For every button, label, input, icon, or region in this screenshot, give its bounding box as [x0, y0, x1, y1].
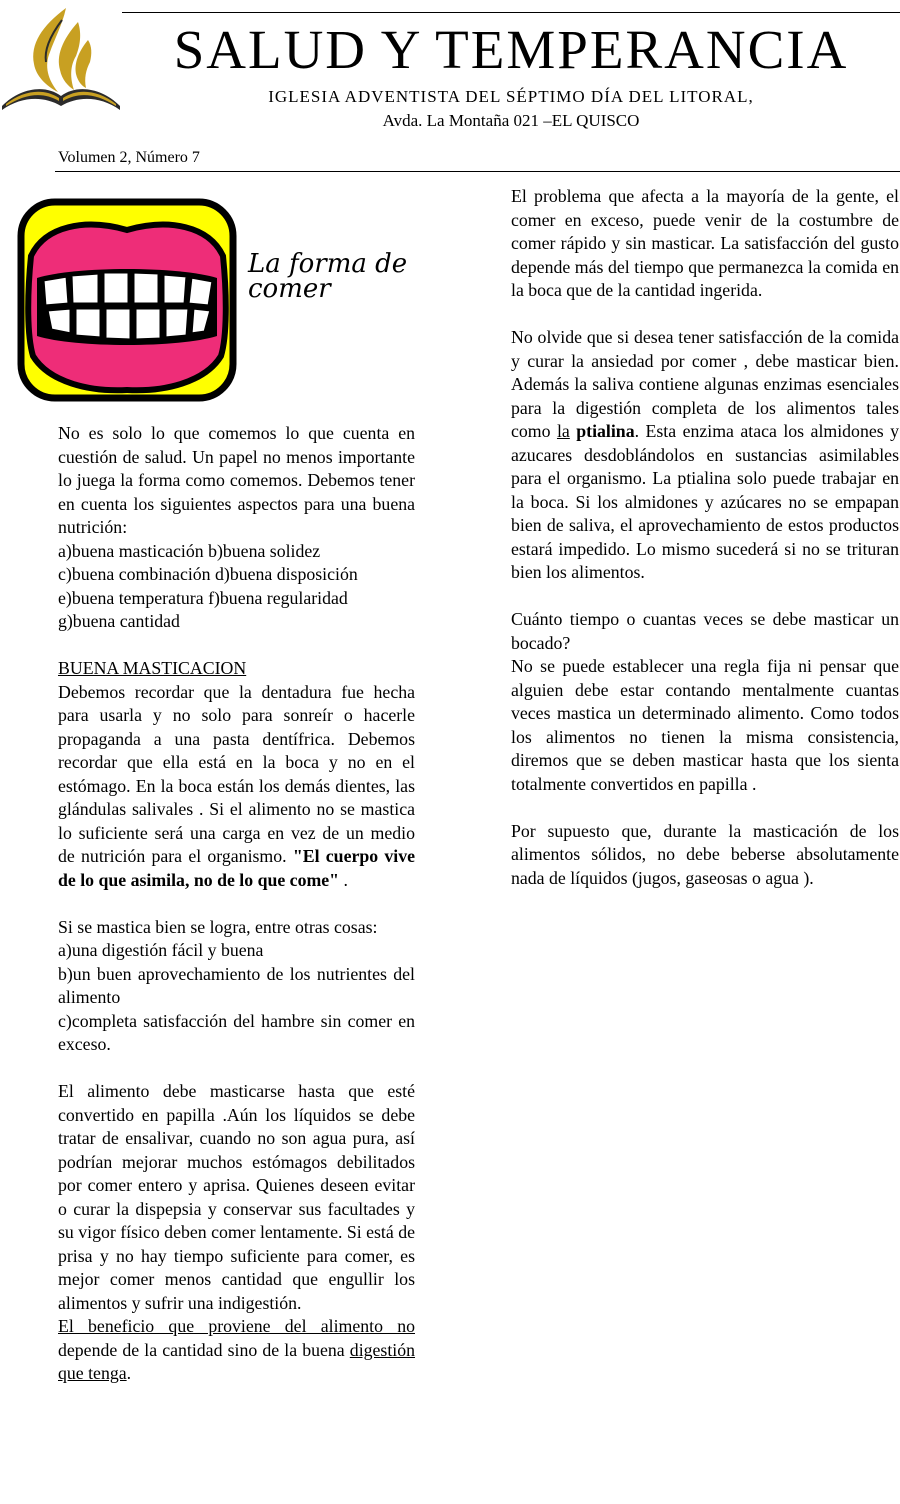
article-left-column — [58, 422, 415, 1386]
list-item: c)completa satisfacción del hambre sin comer en exceso. — [58, 1010, 415, 1054]
highlighted-quote: "El cuerpo vive de lo que asimila, no de lo que come" — [58, 846, 415, 890]
church-name: IGLESIA ADVENTISTA DEL SÉPTIMO DÍA DEL LITORAL, — [268, 87, 754, 106]
article-right-column — [511, 185, 899, 890]
volume-number: Volumen 2, Número 7 — [58, 149, 200, 166]
body-paragraph: El beneficio que proviene del alimento no depende de la cantidad sino de la buena digestión que tenga. — [58, 1316, 415, 1383]
body-paragraph: El alimento debe masticarse hasta que esté convertido en papilla .Aún los líquidos se debe tratar de ensalivar, cuando no son agua pura, así podrían mejorar muchos estómagos debilitados por comer entero y aprisa. Quienes deseen evitar o curar la dispepsia y conservar sus facultades y su vigor físico deben comer lentamente. Si está de prisa y no hay tiempo suficiente para comer, es mejor comer menos cantidad que engullir los alimentos y sufrir una indigestión. — [58, 1081, 415, 1313]
body-paragraph: El problema que afecta a la mayoría de la gente, el comer en exceso, puede venir de la costumbre de comer rápido y sin masticar. La satisfacción del gusto depende más del tiempo que permanezca la comida en la boca que de la cantidad ingerida. — [511, 186, 899, 300]
article-title: La forma de comer — [248, 249, 408, 304]
ptialina-term: la — [556, 421, 570, 441]
header-top-rule — [122, 12, 900, 13]
body-paragraph: Por supuesto que, durante la masticación de los alimentos sólidos, no debe beberse absolutamente nada de líquidos (jugos, gaseosas o agua ). — [511, 820, 899, 888]
section-heading: BUENA MASTICACION — [58, 658, 247, 678]
newsletter-title: SALUD Y TEMPERANCIA — [173, 19, 849, 80]
list-item: b)un buen aprovechamiento de los nutrientes del alimento — [58, 963, 415, 1007]
aspects-list — [58, 540, 415, 634]
body-paragraph: Debemos recordar que la dentadura fue hecha para usarla y no solo para sonreír o hacerle propaganda a una pasta dentífrica. Debemos recordar que ella está en la boca y no en el estómago. En la boca están los demás dientes, las glándulas salivales . Si el alimento no se mastica lo suficiente será una carga en vez de un medio de nutrición para el organismo. "El cuerpo vive de lo que asimila, no de lo que come" . — [58, 681, 415, 890]
question-paragraph: Cuánto tiempo o cuantas veces se debe masticar un bocado? — [511, 609, 899, 653]
list-item: g)buena cantidad — [58, 611, 180, 631]
list-item: c)buena combinación d)buena disposición — [58, 564, 358, 584]
adventist-logo-icon — [0, 0, 122, 115]
ptialina-term-bold: ptialina — [576, 421, 635, 441]
list-item: a)una digestión fácil y buena — [58, 940, 264, 960]
body-paragraph: No se puede establecer una regla fija ni pensar que alguien debe estar contando mentalmente cuantas veces mastica un determinado alimento. Como todos los alimentos no tienen la misma consistencia, diremos que se deben masticar hasta que los sienta totalmente convertidos en papilla . — [511, 656, 899, 794]
volume-rule — [55, 171, 900, 172]
body-paragraph: Si se mastica bien se logra, entre otras cosas: — [58, 916, 378, 937]
body-paragraph: No olvide que si desea tener satisfacción de la comida y curar la ansiedad por comer , debe masticar bien. Además la saliva contiene algunas enzimas esenciales para la digestión completa de los alimentos tales como la ptialina. Esta enzima ataca los almidones y azucares desdoblándolos en sustancias asimilables para el organismo. La ptialina solo puede trabajar en la boca. Si los almidones y azúcares no se empapan bien de saliva, el aprovechamiento de estos productos estará impedido. Lo mismo sucederá si no se trituran bien los alimentos. — [511, 327, 899, 582]
smiling-mouth-illustration-icon — [15, 196, 239, 404]
list-item: a)buena masticación b)buena solidez — [58, 540, 321, 561]
intro-paragraph: No es solo lo que comemos lo que cuenta en cuestión de salud. Un papel no menos importante lo juega la forma como comemos. Debemos tener en cuenta los siguientes aspectos para una buena nutrición: — [58, 423, 415, 537]
list-item: e)buena temperatura f)buena regularidad — [58, 587, 348, 608]
church-address: Avda. La Montaña 021 –EL QUISCO — [382, 111, 640, 130]
